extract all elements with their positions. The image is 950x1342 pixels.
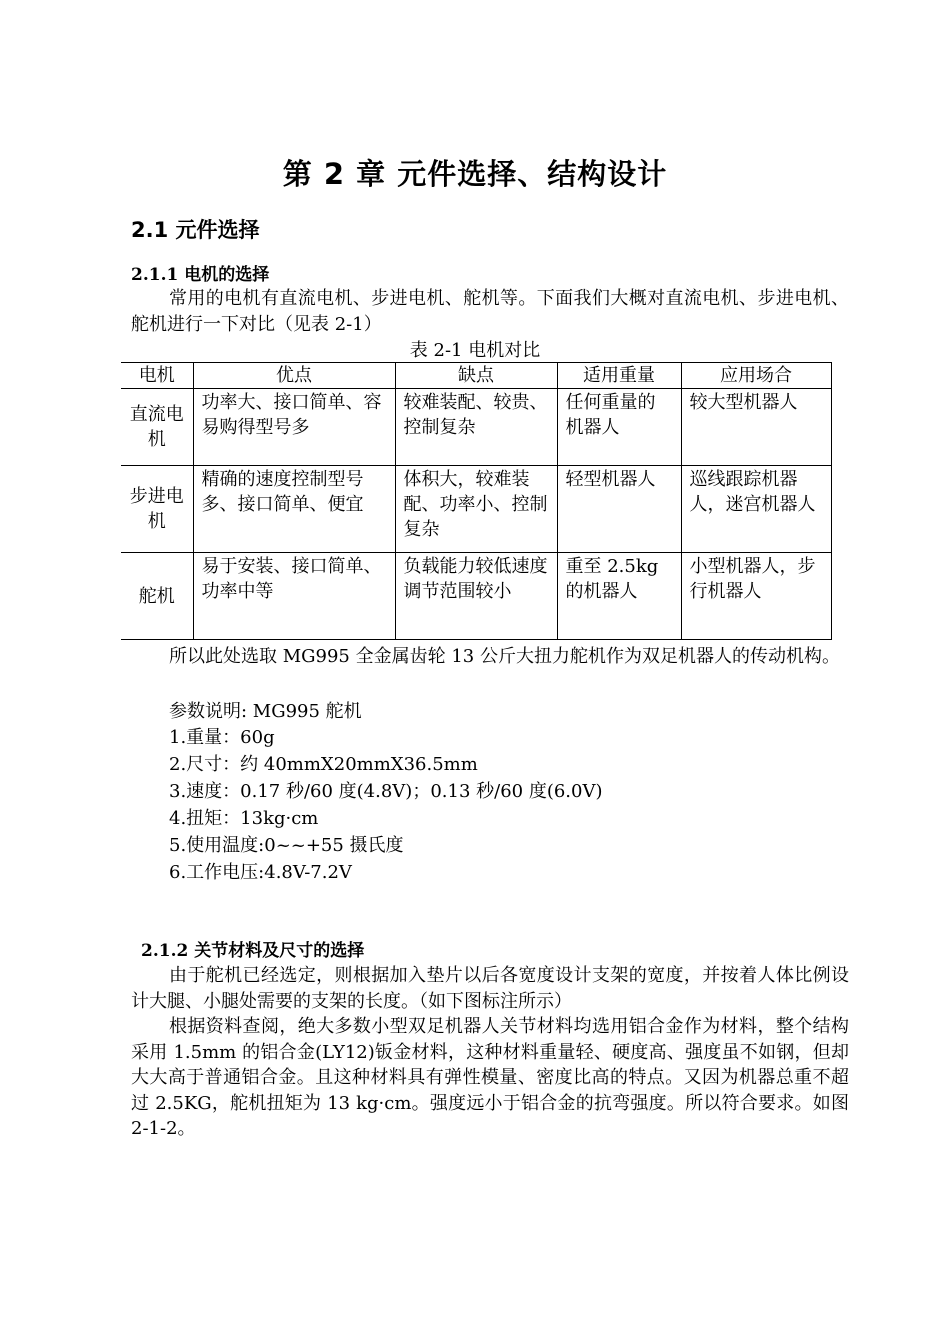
subsection-heading-motor: 2.1.1 电机的选择 bbox=[131, 265, 270, 285]
section-heading: 2.1 元件选择 bbox=[131, 218, 260, 242]
chapter-title: 第 2 章 元件选择、结构设计 bbox=[282, 157, 668, 191]
intro-paragraph: 常用的电机有直流电机、步进电机、舵机等。下面我们大概对直流电机、步进电机、舵机进行一下对比（见表 2-1） bbox=[131, 288, 849, 335]
table-row bbox=[121, 466, 831, 553]
table-header-cell: 优点 bbox=[193, 363, 395, 389]
table-cell: 小型机器人，步行机器人 bbox=[681, 553, 831, 640]
table-cell: 巡线跟踪机器人，迷宫机器人 bbox=[681, 466, 831, 553]
table-cell: 负载能力较低速度调节范围较小 bbox=[395, 553, 557, 640]
subsection-heading-material: 2.1.2 关节材料及尺寸的选择 bbox=[141, 941, 365, 961]
table-header-row bbox=[121, 363, 831, 389]
table-cell: 功率大、接口简单、容易购得型号多 bbox=[193, 389, 395, 466]
table-cell: 较大型机器人 bbox=[681, 389, 831, 466]
table-header-cell: 应用场合 bbox=[681, 363, 831, 389]
param-item: 3.速度：0.17 秒/60 度(4.8V)；0.13 秒/60 度(6.0V) bbox=[169, 781, 603, 802]
table-row bbox=[121, 389, 831, 466]
param-item: 1.重量：60g bbox=[169, 727, 275, 748]
table-cell: 易于安装、接口简单、功率中等 bbox=[193, 553, 395, 640]
paragraph-joint-size: 由于舵机已经选定，则根据加入垫片以后各宽度设计支架的宽度，并按着人体比例设计大腿、小腿处需要的支架的长度。（如下图标注所示） bbox=[131, 965, 849, 1012]
table-cell: 精确的速度控制型号多、接口简单、便宜 bbox=[193, 466, 395, 553]
table-row bbox=[121, 553, 831, 640]
param-item: 2.尺寸：约 40mmX20mmX36.5mm bbox=[169, 754, 478, 775]
param-item: 4.扭矩：13kg·cm bbox=[169, 808, 319, 829]
param-item: 5.使用温度:0~~+55 摄氏度 bbox=[169, 835, 404, 856]
table-cell: 步进电机 bbox=[121, 466, 193, 553]
table-cell: 轻型机器人 bbox=[557, 466, 681, 553]
table-cell: 直流电机 bbox=[121, 389, 193, 466]
motor-comparison-table bbox=[121, 362, 832, 640]
choice-paragraph: 所以此处选取 MG995 全金属齿轮 13 公斤大扭力舵机作为双足机器人的传动机构。 bbox=[169, 646, 840, 667]
table-cell: 重至 2.5kg 的机器人 bbox=[557, 553, 681, 640]
table-cell: 体积大，较难装配、功率小、控制复杂 bbox=[395, 466, 557, 553]
table-cell: 任何重量的机器人 bbox=[557, 389, 681, 466]
paragraph-material: 根据资料查阅，绝大多数小型双足机器人关节材料均选用铝合金作为材料，整个结构采用 1.5mm 的铝合金(LY12)钣金材料，这种材料重量轻、硬度高、强度虽不如钢，但却大大高于普通铝合金。且这种材料具有弹性模量、密度比高的特点。又因为机器总重不超过 2.5KG，舵机扭矩为 13 kg·cm。强度远小于铝合金的抗弯强度。所以符合要求。如图 2-1-2。 bbox=[131, 1016, 849, 1139]
table-cell: 较难装配、较贵、控制复杂 bbox=[395, 389, 557, 466]
table-header-cell: 适用重量 bbox=[557, 363, 681, 389]
table-header-cell: 缺点 bbox=[395, 363, 557, 389]
table-caption: 表 2-1 电机对比 bbox=[409, 340, 541, 361]
table-cell: 舵机 bbox=[121, 553, 193, 640]
param-item: 6.工作电压:4.8V-7.2V bbox=[169, 862, 352, 883]
table-header-cell: 电机 bbox=[121, 363, 193, 389]
param-title: 参数说明: MG995 舵机 bbox=[169, 701, 362, 722]
